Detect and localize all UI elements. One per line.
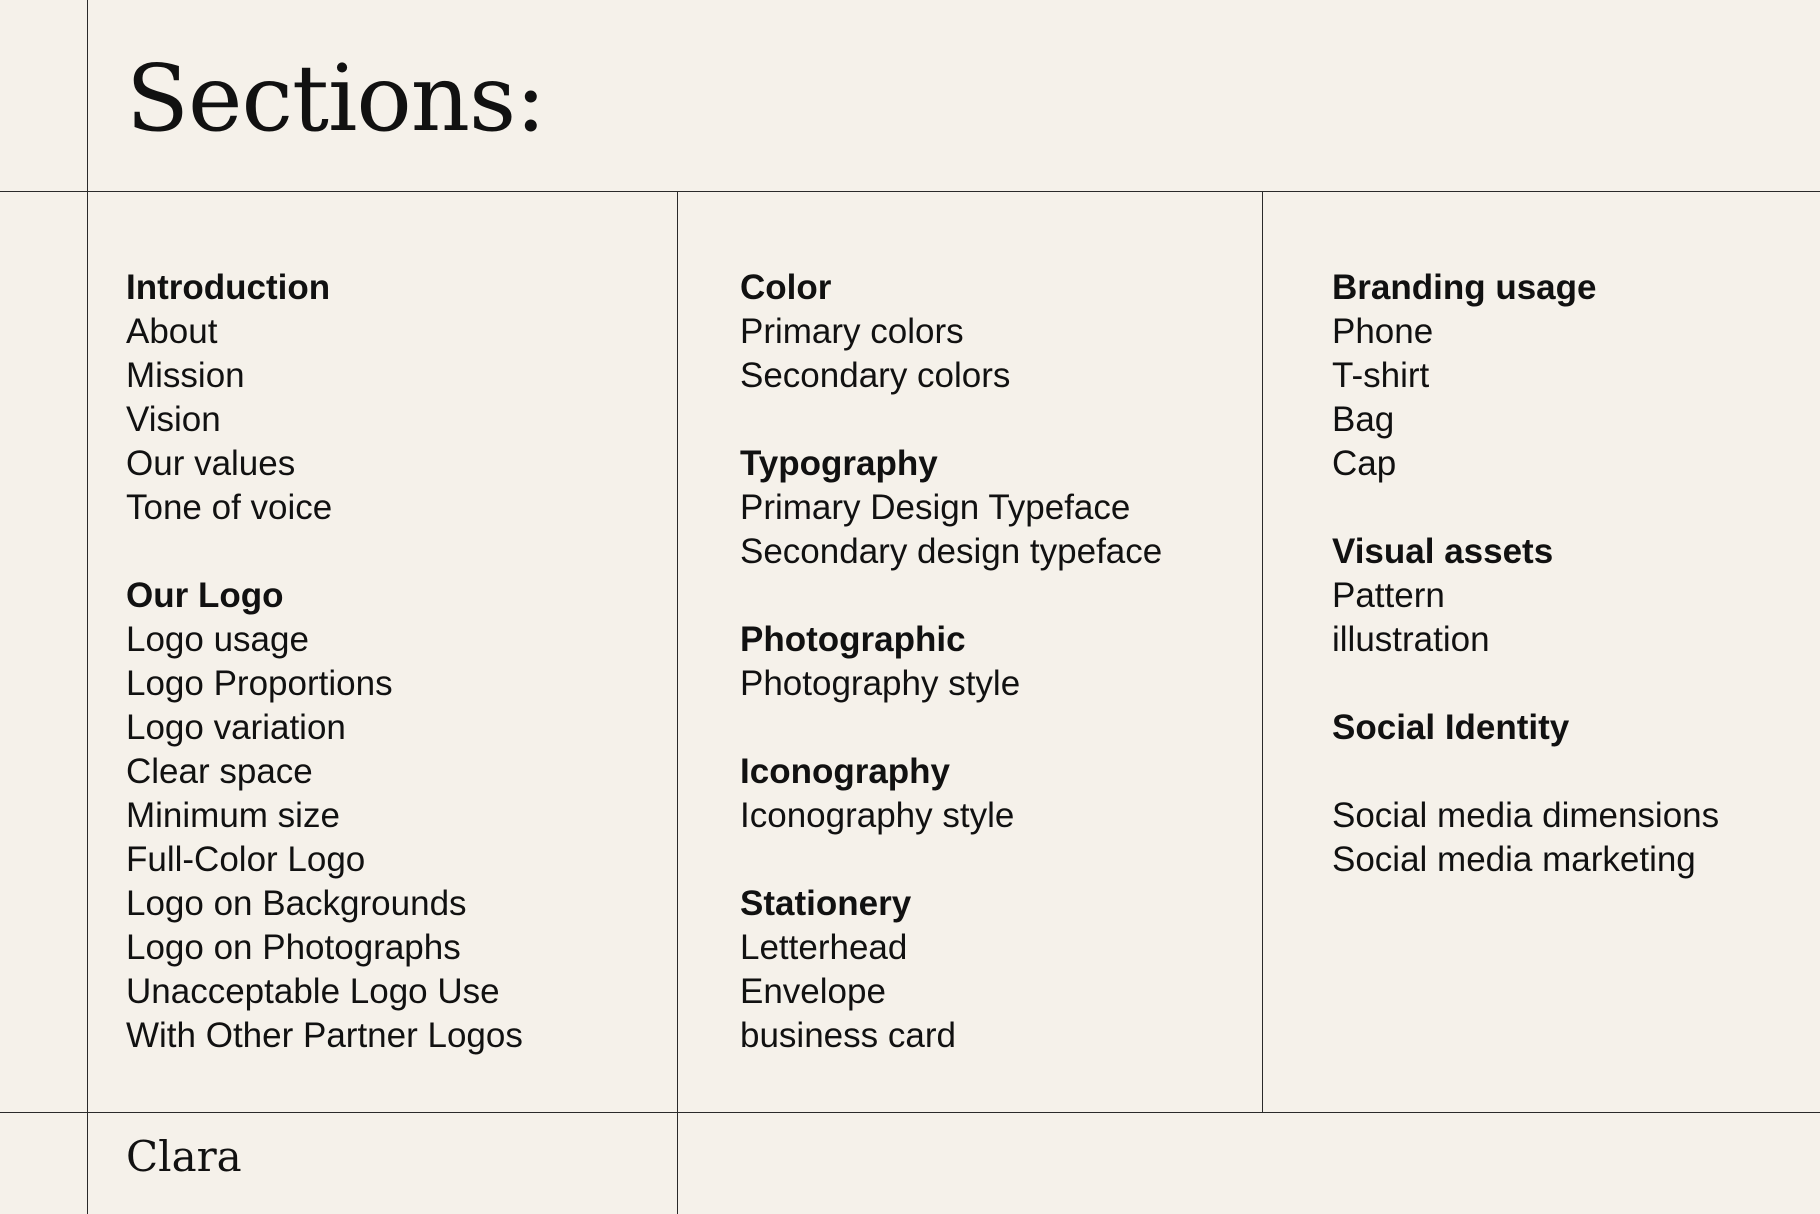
section-item[interactable]: Vision xyxy=(126,400,221,439)
section-item[interactable]: Logo on Backgrounds xyxy=(126,884,467,923)
section-heading[interactable]: Introduction xyxy=(126,268,331,307)
section-item[interactable]: Secondary design typeface xyxy=(740,532,1163,571)
section-heading[interactable]: Photographic xyxy=(740,620,966,659)
section-group-social-identity xyxy=(1332,706,1719,882)
section-heading[interactable]: Stationery xyxy=(740,884,912,923)
section-item[interactable]: Tone of voice xyxy=(126,488,333,527)
section-group-visual-assets xyxy=(1332,530,1719,662)
section-item[interactable]: Logo usage xyxy=(126,620,309,659)
sections-column-1 xyxy=(126,266,523,1102)
section-item[interactable]: Secondary colors xyxy=(740,356,1011,395)
column-divider-rule-2 xyxy=(1262,191,1263,1112)
section-item-list xyxy=(126,618,523,1058)
section-item-list xyxy=(1332,794,1719,882)
page-title: Sections: xyxy=(126,45,546,152)
section-heading[interactable]: Branding usage xyxy=(1332,268,1597,307)
section-item-list xyxy=(740,794,1162,838)
sections-column-3 xyxy=(1332,266,1719,926)
section-item[interactable]: T-shirt xyxy=(1332,356,1430,395)
section-item[interactable]: Social media marketing xyxy=(1332,840,1696,879)
section-group-introduction xyxy=(126,266,523,530)
section-item[interactable]: Logo variation xyxy=(126,708,346,747)
section-group-our-logo xyxy=(126,574,523,1058)
section-item[interactable]: Mission xyxy=(126,356,245,395)
section-item[interactable]: Logo Proportions xyxy=(126,664,393,703)
section-item-list xyxy=(1332,574,1719,662)
section-item[interactable]: Cap xyxy=(1332,444,1397,483)
section-item[interactable]: Letterhead xyxy=(740,928,908,967)
column-divider-rule-1 xyxy=(677,191,678,1214)
section-item[interactable]: About xyxy=(126,312,218,351)
left-margin-rule xyxy=(87,0,88,1214)
section-item[interactable]: Logo on Photographs xyxy=(126,928,461,967)
section-item[interactable]: illustration xyxy=(1332,620,1490,659)
section-item[interactable]: Bag xyxy=(1332,400,1395,439)
section-item[interactable]: Primary Design Typeface xyxy=(740,488,1131,527)
section-item[interactable]: Our values xyxy=(126,444,296,483)
section-heading[interactable]: Our Logo xyxy=(126,576,284,615)
section-heading[interactable]: Iconography xyxy=(740,752,951,791)
section-item[interactable]: Phone xyxy=(1332,312,1434,351)
section-group-branding-usage xyxy=(1332,266,1719,486)
section-item[interactable]: Envelope xyxy=(740,972,886,1011)
sections-column-2 xyxy=(740,266,1162,1102)
brand-wordmark: Clara xyxy=(126,1132,242,1181)
section-heading[interactable]: Social Identity xyxy=(1332,708,1570,747)
section-group-typography xyxy=(740,442,1162,574)
section-item[interactable]: Social media dimensions xyxy=(1332,796,1720,835)
section-heading[interactable]: Visual assets xyxy=(1332,532,1554,571)
header-divider-rule xyxy=(0,191,1820,192)
section-item[interactable]: Full-Color Logo xyxy=(126,840,366,879)
section-heading[interactable]: Color xyxy=(740,268,832,307)
section-item[interactable]: business card xyxy=(740,1016,956,1055)
blank-spacer xyxy=(1332,750,1719,794)
section-group-iconography xyxy=(740,750,1162,838)
section-item[interactable]: With Other Partner Logos xyxy=(126,1016,523,1055)
section-group-color xyxy=(740,266,1162,398)
section-item-list xyxy=(1332,310,1719,486)
section-group-stationery xyxy=(740,882,1162,1058)
section-item[interactable]: Photography style xyxy=(740,664,1021,703)
section-item[interactable]: Primary colors xyxy=(740,312,964,351)
section-item-list xyxy=(740,310,1162,398)
section-item[interactable]: Pattern xyxy=(1332,576,1445,615)
section-group-photographic xyxy=(740,618,1162,706)
section-item-list xyxy=(740,926,1162,1058)
section-item-list xyxy=(740,662,1162,706)
section-item[interactable]: Clear space xyxy=(126,752,313,791)
section-item-list xyxy=(740,486,1162,574)
section-heading[interactable]: Typography xyxy=(740,444,938,483)
footer-divider-rule xyxy=(0,1112,1820,1113)
section-item-list xyxy=(126,310,523,530)
section-item[interactable]: Iconography style xyxy=(740,796,1015,835)
section-item[interactable]: Minimum size xyxy=(126,796,340,835)
section-item[interactable]: Unacceptable Logo Use xyxy=(126,972,500,1011)
